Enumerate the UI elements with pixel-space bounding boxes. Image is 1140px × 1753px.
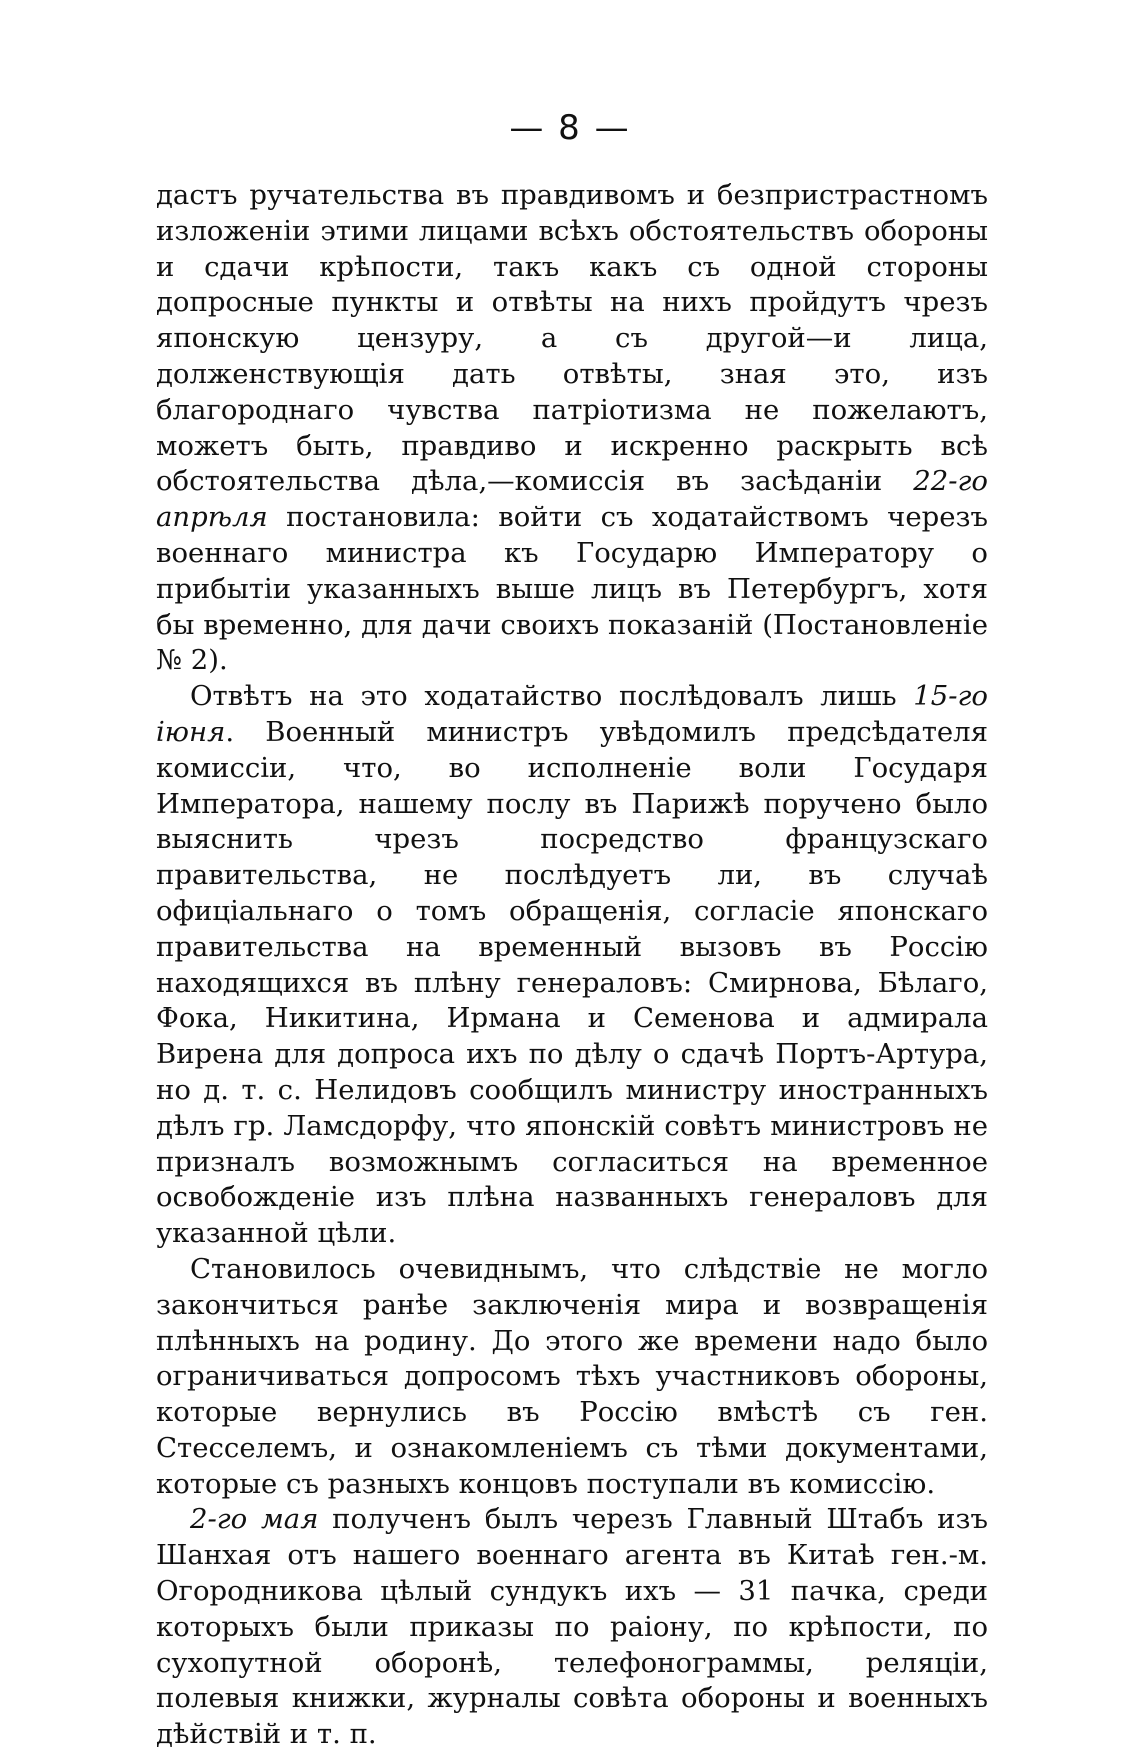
paragraph-1-text-b: постановила: войти съ ходатайствомъ черезъ военнаго министра къ Государю Императору о прибытiи указанныхъ выше лицъ въ Петербургъ, хотя бы временно, для дачи своихъ показанiй (Постановленiе № 2). [156,501,988,677]
paragraph-4 [156,1502,988,1753]
paragraph-1-date-italic: 22-го апрѣля [156,465,988,534]
paragraph-4-date-italic: 2-го мая [190,1503,319,1536]
paragraph-3 [156,1252,988,1503]
paragraph-2-date-italic: 15-го iюня [156,680,988,748]
paragraph-2 [156,679,988,1252]
paragraph-2-text-b: . Военный министръ увѣдомилъ предсѣдателя комиссiи, что, во исполненiе воли Государя Императора, нашему послу въ Парижѣ поручено было выяснить чрезъ посредство французскаго правительства, не послѣдуетъ ли, въ случаѣ офицiальнаго о томъ обращенiя, согласiе японскаго правительства на временный вызовъ въ Россiю находящихся въ плѣну генераловъ: Смирнова, Бѣлаго, Фока, Никитина, Ирмана и Семенова и адмирала Вирена для допроса ихъ по дѣлу о сдачѣ Портъ-Артура, но д. т. с. Нелидовъ сообщилъ министру иностранныхъ дѣлъ гр. Ламсдорфу, что японскiй совѣтъ министровъ не призналъ возможнымъ согласиться на временное освобожденiе изъ плѣна названныхъ генераловъ для указанной цѣли. [156,715,988,1250]
paragraph-3-text: Становилось очевиднымъ, что слѣдствiе не могло закончиться ранѣе заключенiя мира и возвращенiя плѣнныхъ на родину. До этого же времени надо было ограничиваться допросомъ тѣхъ участниковъ обороны, которые вернулись въ Россiю вмѣстѣ съ ген. Стесселемъ, и ознакомленiемъ съ тѣми документами, которые съ разныхъ концовъ поступали въ комиссiю. [156,1252,988,1500]
page-number: — 8 — [509,108,631,148]
paragraph-1 [156,178,988,679]
paragraph-4-text: полученъ былъ черезъ Главный Штабъ изъ Шанхая отъ нашего военнаго агента въ Китаѣ ген.-м. Огородникова цѣлый сундукъ ихъ — 31 пачка, среди которыхъ были приказы по раiону, по крѣпости, по сухопутной оборонѣ, телефонограммы, реляцiи, полевыя книжки, журналы совѣта обороны и военныхъ дѣйствiй и т. п. [156,1503,988,1751]
paragraph-2-text-a: Отвѣтъ на это ходатайство послѣдовалъ лишь [190,680,914,713]
body-text [156,178,988,1753]
paragraph-1-text-a: дастъ ручательства въ правдивомъ и безпристрастномъ изложенiи этими лицами всѣхъ обстоятельствъ обороны и сдачи крѣпости, такъ какъ съ одной стороны допросные пункты и отвѣты на нихъ пройдутъ чрезъ японскую цензуру, а съ другой—и лица, долженствующiя дать отвѣты, зная это, изъ благороднаго чувства патрiотизма не пожелаютъ, можетъ быть, правдиво и искренно раскрыть всѣ обстоятельства дѣла,—комиссiя въ засѣданiи [156,179,988,498]
